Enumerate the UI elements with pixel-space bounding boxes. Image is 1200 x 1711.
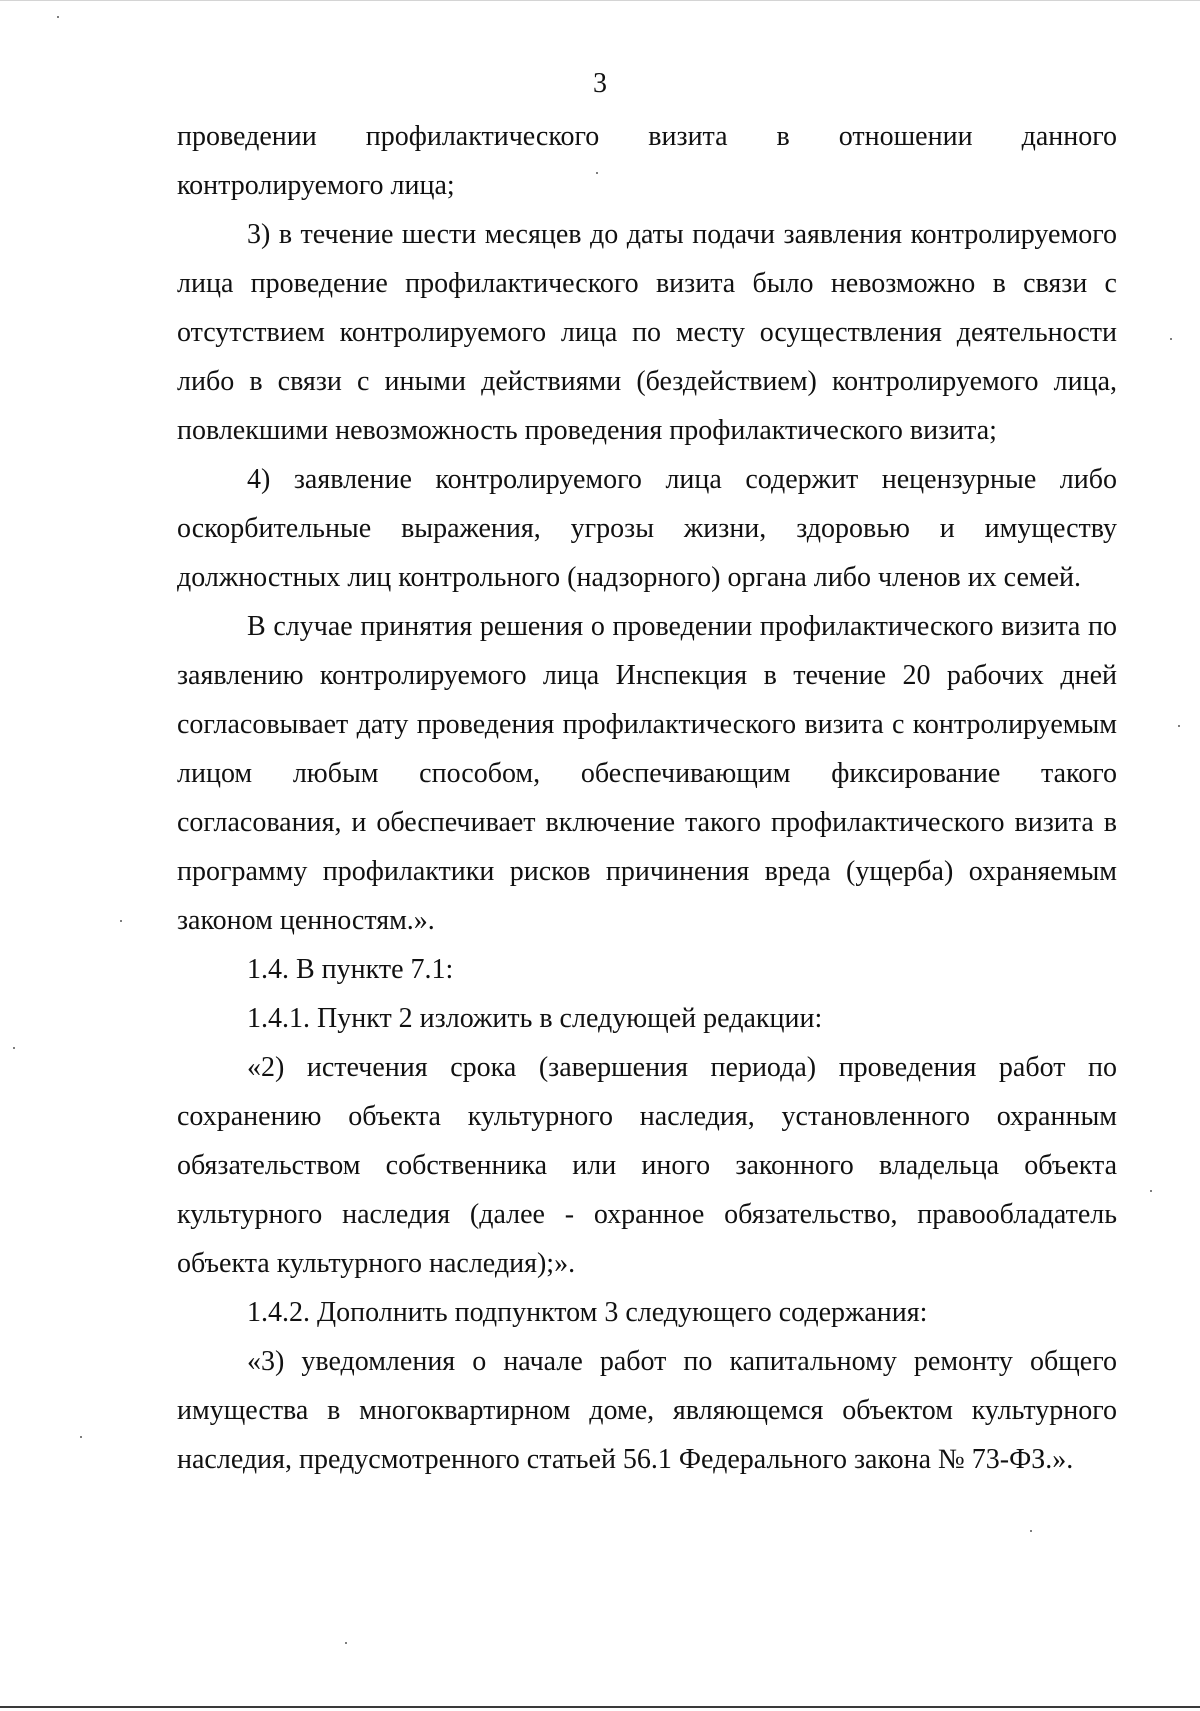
document-body (177, 112, 1117, 1484)
paragraph-quoted-item-3: «3) уведомления о начале работ по капитальному ремонту общего имущества в многоквартирном доме, являющемся объектом культурного наследия, предусмотренного статьей 56.1 Федерального закона № 73-ФЗ.». (177, 1346, 1117, 1475)
paragraph-agreement: В случае принятия решения о проведении профилактического визита по заявлению контролируемого лица Инспекция в течение 20 рабочих дней согласовывает дату проведения профилактического визита с контролируемым лицом любым способом, обеспечивающим фиксирование такого согласования, и обеспечивает включение такого профилактического визита в программу профилактики рисков причинения вреда (ущерба) охраняемым законом ценностям.». (177, 611, 1117, 936)
scan-speck (80, 1436, 82, 1438)
scan-speck (596, 172, 598, 174)
scan-speck (120, 920, 122, 922)
paragraph-continuation: проведении профилактического визита в отношении данного контролируемого лица; (177, 121, 1117, 201)
scan-speck (13, 1047, 15, 1049)
page-number: 3 (593, 68, 607, 99)
scan-top-edge (0, 0, 1200, 1)
paragraph-clause-1-4-2: 1.4.2. Дополнить подпунктом 3 следующего содержания: (247, 1297, 928, 1328)
scan-speck (1170, 338, 1172, 340)
scan-speck (1150, 1190, 1152, 1192)
scan-speck (57, 16, 59, 18)
paragraph-item-4: 4) заявление контролируемого лица содержит нецензурные либо оскорбительные выражения, угрозы жизни, здоровью и имуществу должностных лиц контрольного (надзорного) органа либо членов их семей. (177, 464, 1117, 593)
paragraph-clause-1-4-1: 1.4.1. Пункт 2 изложить в следующей редакции: (247, 1003, 823, 1034)
paragraph-quoted-item-2: «2) истечения срока (завершения периода) проведения работ по сохранению объекта культурного наследия, установленного охранным обязательством собственника или иного законного владельца объекта культурного наследия (далее - охранное обязательство, правообладатель объекта культурного наследия);». (177, 1052, 1117, 1279)
scan-bottom-edge (0, 1706, 1200, 1708)
scan-speck (1178, 725, 1180, 727)
paragraph-item-3: 3) в течение шести месяцев до даты подачи заявления контролируемого лица проведение профилактического визита было невозможно в связи с отсутствием контролируемого лица по месту осуществления деятельности либо в связи с иными действиями (бездействием) контролируемого лица, повлекшими невозможность проведения профилактического визита; (177, 219, 1117, 446)
paragraph-clause-1-4: 1.4. В пункте 7.1: (247, 954, 454, 985)
scan-speck (1030, 1530, 1032, 1532)
scan-speck (345, 1642, 347, 1644)
